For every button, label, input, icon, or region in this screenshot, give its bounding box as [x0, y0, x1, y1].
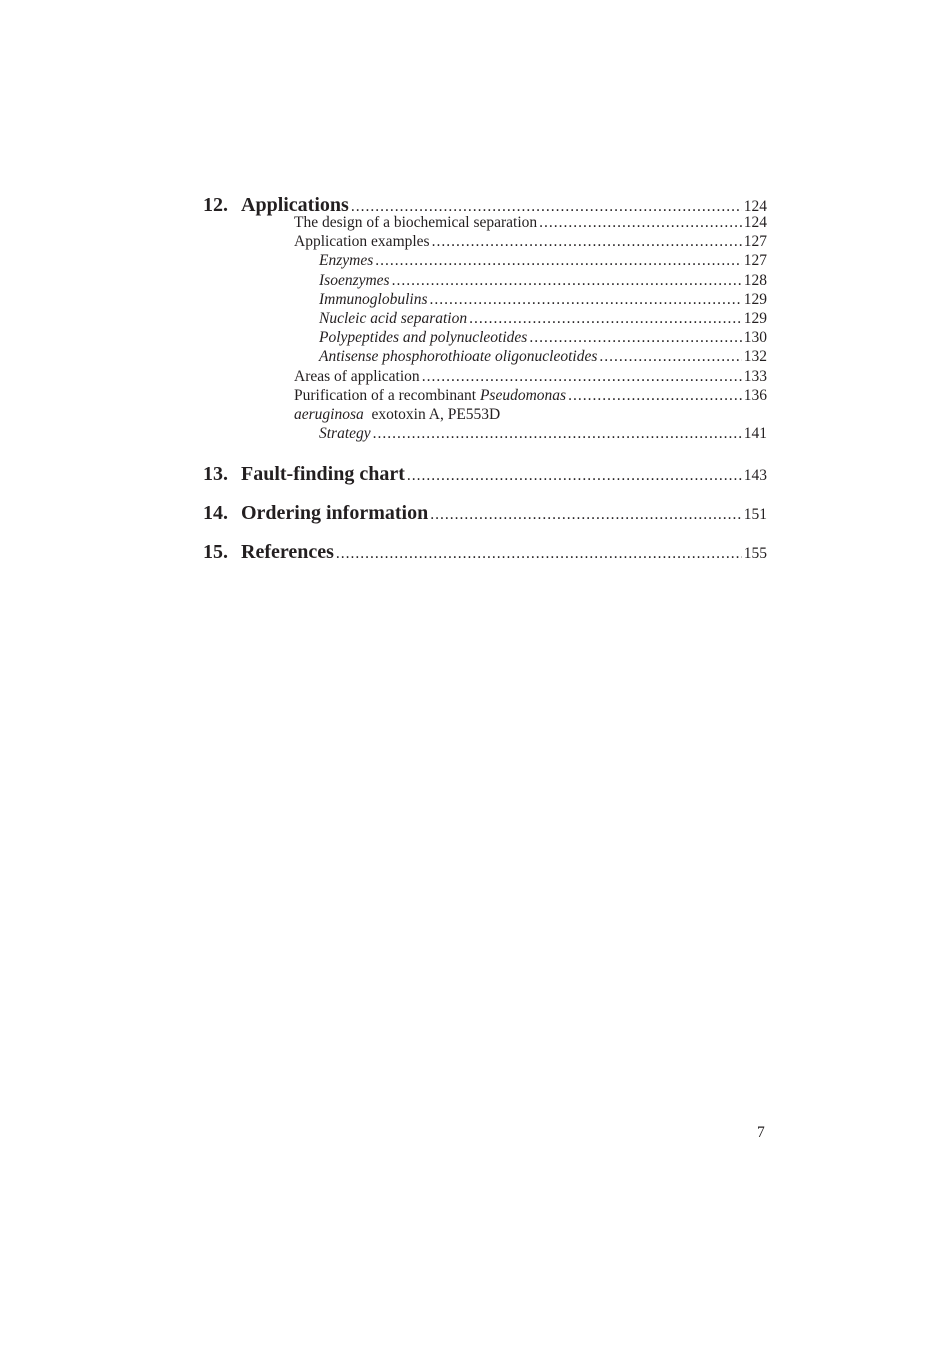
- page-number: 141: [743, 425, 767, 443]
- chapter-number: 15.: [203, 541, 228, 564]
- leader-dots: [336, 545, 742, 563]
- page-number: 143: [743, 467, 767, 485]
- entry-title: Areas of application: [294, 367, 420, 385]
- page-number: 155: [743, 545, 767, 563]
- toc-chapter-13[interactable]: [203, 463, 767, 486]
- toc-chapter-15[interactable]: [203, 541, 767, 564]
- entry-title: Isoenzymes: [319, 271, 390, 289]
- leader-dots: [599, 348, 741, 366]
- chapter-title: Ordering information: [241, 502, 429, 525]
- toc-entry-immunoglobulins[interactable]: [203, 291, 767, 310]
- leader-dots: [430, 291, 742, 309]
- page-number: 132: [743, 348, 767, 366]
- toc-entry-nucleic-acid[interactable]: [203, 310, 767, 329]
- entry-title: [294, 387, 566, 405]
- page-number: 124: [743, 198, 767, 215]
- page-number: 124: [743, 214, 767, 231]
- chapter-title: References: [241, 541, 334, 564]
- entry-title-part: Purification of a recombinant: [294, 386, 480, 404]
- entry-title: Nucleic acid separation: [319, 309, 468, 327]
- page-number: 127: [743, 252, 767, 270]
- toc-chapter-12[interactable]: [203, 194, 767, 214]
- leader-dots: [529, 329, 741, 347]
- toc-chapter-14[interactable]: [203, 502, 767, 525]
- entry-title: Application examples: [294, 233, 430, 251]
- toc-entry-antisense[interactable]: [203, 348, 767, 367]
- toc-entry-examples[interactable]: [203, 233, 767, 252]
- chapter-number: 13.: [203, 463, 228, 486]
- leader-dots: [539, 214, 742, 232]
- toc-entry-purification-continued: [203, 406, 767, 425]
- page-number: 151: [743, 506, 767, 524]
- leader-dots: [432, 233, 742, 251]
- chapter-number: 12.: [203, 194, 228, 216]
- toc-entry-enzymes[interactable]: [203, 252, 767, 271]
- page-number: 128: [743, 271, 767, 289]
- page-number: 129: [743, 290, 767, 308]
- entry-title: Strategy: [319, 425, 371, 443]
- page-number: 129: [743, 309, 767, 327]
- entry-title: Immunoglobulins: [319, 290, 428, 308]
- page-folio: 7: [757, 1124, 765, 1141]
- leader-dots: [407, 467, 742, 485]
- entry-title: Enzymes: [319, 252, 374, 270]
- page-number: 136: [743, 386, 767, 404]
- entry-title-part: exotoxin A, PE553D: [363, 405, 501, 423]
- leader-dots: [469, 310, 742, 328]
- entry-title: Polypeptides and polynucleotides: [319, 329, 528, 347]
- page-number: 133: [743, 367, 767, 385]
- page-number: 127: [743, 233, 767, 251]
- chapter-title: Fault-finding chart: [241, 463, 405, 486]
- leader-dots: [392, 272, 742, 290]
- page-number: 130: [743, 329, 767, 347]
- entry-title: The design of a biochemical separation: [294, 214, 538, 231]
- entry-title-italic: aeruginosa: [294, 405, 364, 423]
- entry-title: Antisense phosphorothioate oligonucleotides: [319, 348, 598, 366]
- toc-entry-strategy[interactable]: [203, 425, 767, 444]
- leader-dots: [568, 387, 742, 405]
- toc-entry-areas[interactable]: [203, 368, 767, 387]
- leader-dots: [375, 252, 742, 270]
- toc-entry-isoenzymes[interactable]: [203, 272, 767, 291]
- chapter-title: Applications: [241, 194, 349, 216]
- leader-dots: [373, 425, 742, 443]
- chapter-number: 14.: [203, 502, 228, 525]
- toc-entry-purification[interactable]: [203, 387, 767, 406]
- entry-title-italic: Pseudomonas: [479, 386, 567, 404]
- leader-dots: [430, 506, 742, 524]
- toc-entry-polypeptides[interactable]: [203, 329, 767, 348]
- table-of-contents: [203, 194, 767, 564]
- leader-dots: [422, 368, 742, 386]
